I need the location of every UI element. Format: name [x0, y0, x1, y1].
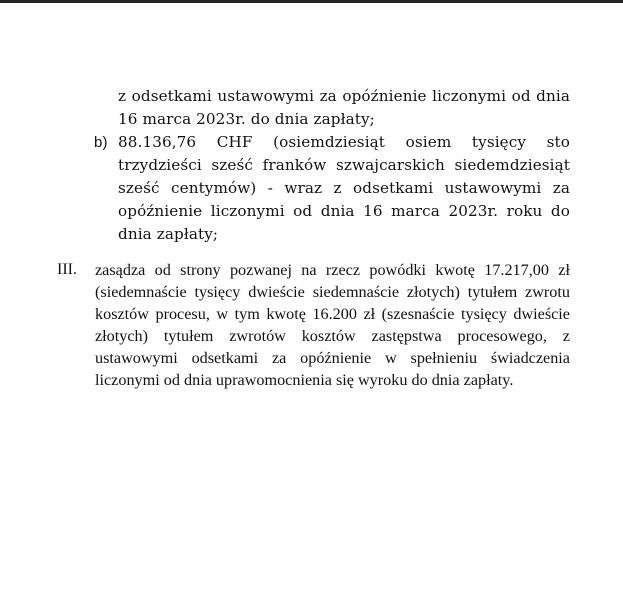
section-iii — [57, 259, 570, 391]
ruling-subpoints — [94, 85, 570, 246]
list-item-b-text: 88.136,76 CHF (osiemdziesiąt osiem tysięcy sto trzydzieści sześć franków szwajcarskich siedemdziesiąt sześć centymów) - wraz z odsetkami ustawowymi za opóźnienie liczonymi od dnia 16 marca 2023r. roku do dnia zapłaty; — [118, 133, 570, 243]
document-page — [0, 3, 623, 601]
continuation-paragraph: z odsetkami ustawowymi za opóźnienie liczonymi od dnia 16 marca 2023r. do dnia zapłaty; — [118, 87, 570, 128]
list-marker-b: b) — [94, 134, 108, 151]
section-iii-text: zasądza od strony pozwanej na rzecz powódki kwotę 17.217,00 zł (siedemnaście tysięcy dwieście siedemnaście złotych) tytułem zwrotu kosztów procesu, w tym kwotę 16.200 zł (szesnaście tysięcy dwieście złotych) tytułem zwrotów kosztów zastępstwa procesowego, z ustawowymi odsetkami za opóźnienie w spełnieniu świadczenia liczonymi od dnia uprawomocnienia się wyroku do dnia zapłaty. — [95, 261, 570, 389]
section-marker-iii: III. — [57, 261, 77, 278]
list-item-b — [94, 131, 570, 246]
